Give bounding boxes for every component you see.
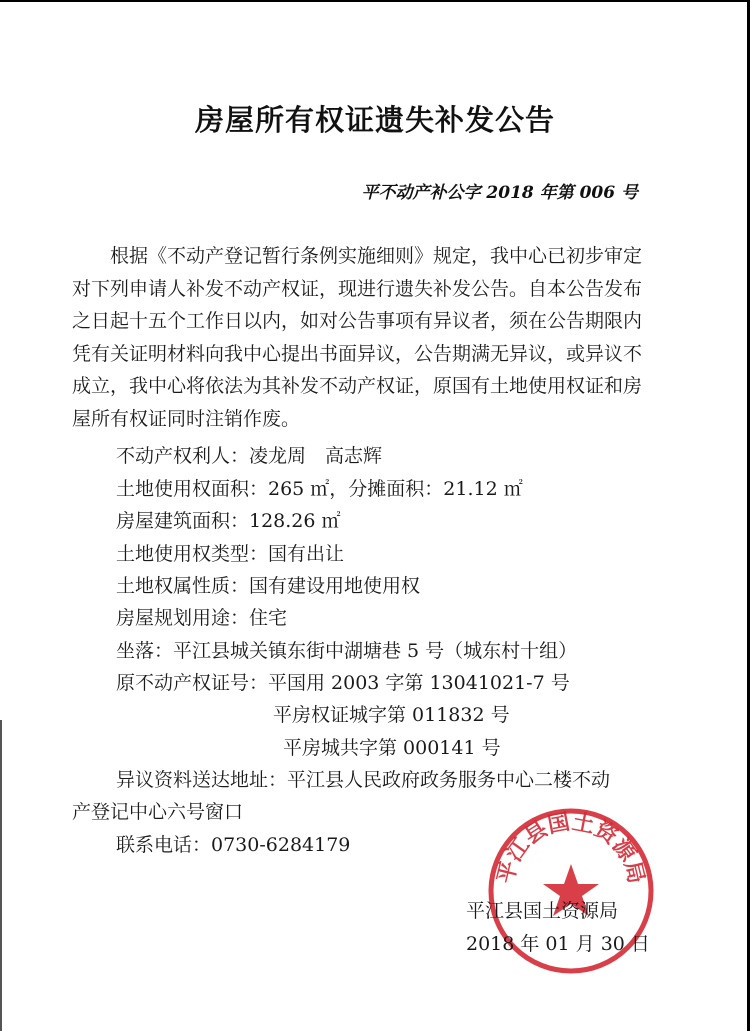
phone-line: 联系电话：0730-6284179 [116, 834, 351, 856]
issuing-agency: 平江县国土资源局 [466, 900, 619, 922]
owner-line: 不动产权利人：凌龙周 高志辉 [116, 445, 383, 467]
land-type-line: 土地使用权类型：国有出让 [116, 543, 345, 565]
orig-cert-line-2: 平房权证城字第 011832 号 [273, 704, 510, 726]
notice-body: 根据《不动产登记暂行条例实施细则》规定，我中心已初步审定对下列申请人补发不动产权证，现进行遗失补发公告。自本公告发布之日起十五个工作日以内，如对公告事项有异议者，须在公告期限内凭有关证明材料向我中心提出书面异议，公告期满无异议，或异议不成立，我中心将依法为其补发不动产权证，原国有土地使用权证和房屋所有权证同时注销作废。 [72, 245, 643, 430]
land-area-line: 土地使用权面积：265 ㎡，分摊面积：21.12 ㎡ [116, 478, 523, 500]
orig-cert-line-1: 原不动产权证号：平国用 2003 字第 13041021-7 号 [116, 672, 570, 694]
usage-line: 房屋规划用途：住宅 [116, 607, 288, 629]
document-number: 平不动产补公字 2018 年第 006 号 [361, 183, 638, 203]
location-line: 坐落：平江县城关镇东街中湖塘巷 5 号（城东村十组） [116, 640, 578, 662]
scan-edge-top [0, 0, 750, 2]
land-nature-line: 土地权属性质：国有建设用地使用权 [116, 575, 421, 597]
issue-date: 2018 年 01 月 30 日 [466, 933, 650, 955]
scan-edge-left [0, 720, 2, 1031]
objection-address-line-2: 产登记中心六号窗口 [72, 801, 244, 823]
objection-address-line-1: 异议资料送达地址：平江县人民政府政务服务中心二楼不动 [116, 769, 611, 791]
seal-text: 平江县国土资源局 [493, 809, 649, 887]
orig-cert-line-3: 平房城共字第 000141 号 [283, 737, 501, 759]
notice-title: 房屋所有权证遗失补发公告 [194, 103, 555, 137]
building-area-line: 房屋建筑面积：128.26 ㎡ [116, 510, 341, 532]
